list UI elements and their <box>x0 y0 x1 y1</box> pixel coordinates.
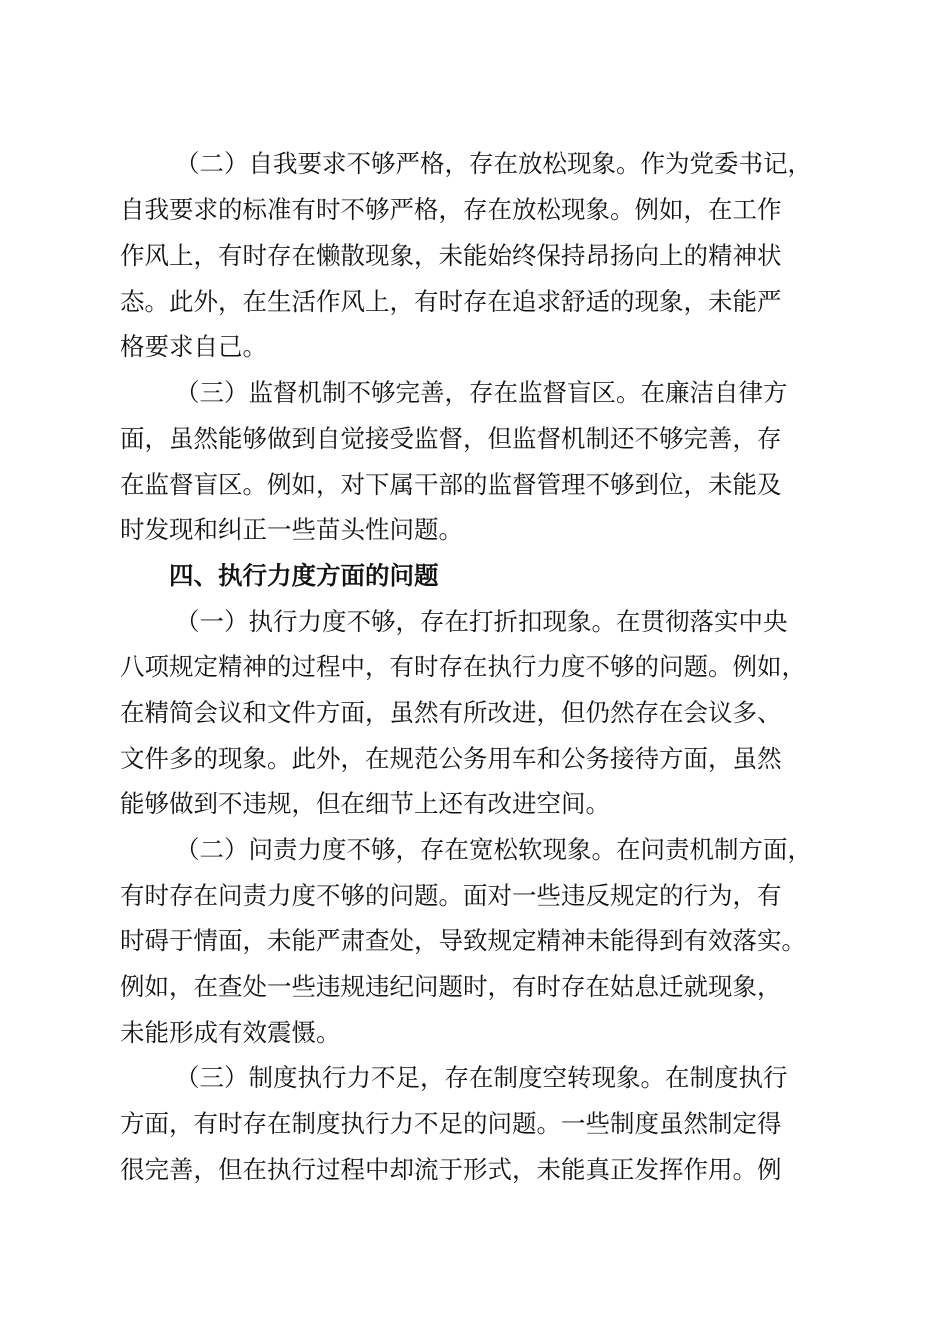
paragraph-line: 作风上，有时存在懒散现象，未能始终保持昂扬向上的精神状 <box>120 241 782 270</box>
paragraph-line: （一）执行力度不够，存在打折扣现象。在贯彻落实中央 <box>175 607 788 636</box>
paragraph-line: 在监督盲区。例如，对下属干部的监督管理不够到位，未能及 <box>120 470 782 499</box>
paragraph-line: 很完善，但在执行过程中却流于形式，未能真正发挥作用。例 <box>120 1155 782 1184</box>
paragraph-line: 态。此外，在生活作风上，有时存在追求舒适的现象，未能严 <box>120 287 782 316</box>
paragraph-line: 格要求自己。 <box>120 332 267 361</box>
paragraph-line: 文件多的现象。此外，在规范公务用车和公务接待方面，虽然 <box>120 744 782 773</box>
paragraph-line: （三）制度执行力不足，存在制度空转现象。在制度执行 <box>175 1063 788 1092</box>
paragraph-line: （二）自我要求不够严格，存在放松现象。作为党委书记， <box>175 149 812 178</box>
paragraph-line: 未能形成有效震慑。 <box>120 1018 341 1047</box>
paragraph-line: 有时存在问责力度不够的问题。面对一些违反规定的行为，有 <box>120 881 782 910</box>
paragraph-line: （二）问责力度不够，存在宽松软现象。在问责机制方面， <box>175 835 812 864</box>
paragraph-line: 能够做到不违规，但在细节上还有改进空间。 <box>120 789 610 818</box>
section-heading: 四、执行力度方面的问题 <box>169 561 439 590</box>
paragraph-line: 例如，在查处一些违规违纪问题时，有时存在姑息迁就现象， <box>120 972 782 1001</box>
paragraph-line: （三）监督机制不够完善，存在监督盲区。在廉洁自律方 <box>175 378 788 407</box>
paragraph-line: 八项规定精神的过程中，有时存在执行力度不够的问题。例如， <box>120 652 806 681</box>
paragraph-line: 方面，有时存在制度执行力不足的问题。一些制度虽然制定得 <box>120 1109 782 1138</box>
paragraph-line: 时发现和纠正一些苗头性问题。 <box>120 515 463 544</box>
paragraph-line: 时碍于情面，未能严肃查处，导致规定精神未能得到有效落实。 <box>120 926 806 955</box>
paragraph-line: 自我要求的标准有时不够严格，存在放松现象。例如，在工作 <box>120 195 782 224</box>
paragraph-line: 面，虽然能够做到自觉接受监督，但监督机制还不够完善，存 <box>120 424 782 453</box>
paragraph-line: 在精简会议和文件方面，虽然有所改进，但仍然存在会议多、 <box>120 698 782 727</box>
